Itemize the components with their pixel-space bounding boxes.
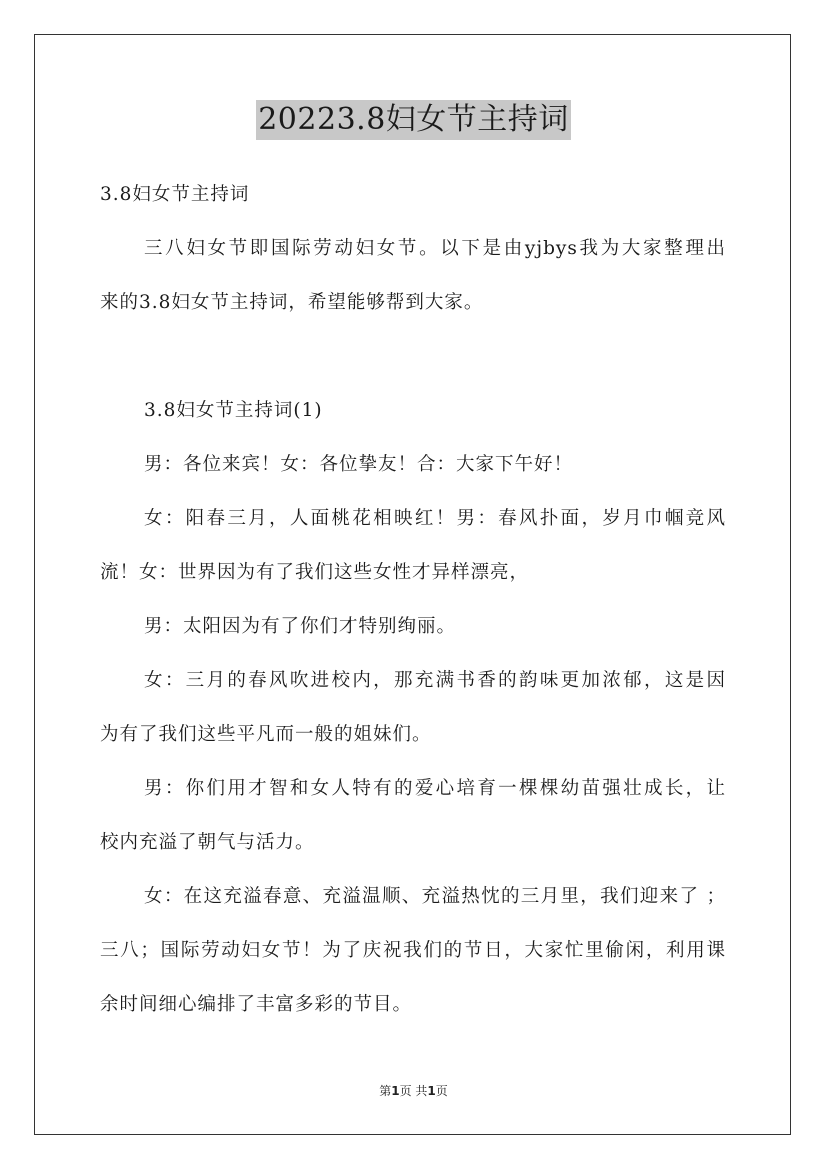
footer-prefix: 第 [379,1084,392,1098]
paragraph-line: 男：你们用才智和女人特有的爱心培育一棵棵幼苗强壮成长，让 [144,778,726,799]
footer-total-pages: 1 [427,1084,436,1098]
paragraph-line: 男：各位来宾！女：各位挚友！合：大家下午好！ [144,454,574,475]
footer-mid: 页 共 [399,1084,428,1098]
document-body [100,168,726,1032]
section-heading: 3.8妇女节主持词(1) [144,400,323,421]
paragraph-line: 男：太阳因为有了你们才特别绚丽。 [144,616,457,637]
page-footer [0,1082,827,1099]
document-title: 20223.8妇女节主持词 [256,100,571,140]
paragraph-line: 流！女：世界因为有了我们这些女性才异样漂亮， [100,562,530,583]
footer-page-number: 1 [391,1084,400,1098]
paragraph-line: 三八；国际劳动妇女节！为了庆祝我们的节日，大家忙里偷闲，利用课 [100,940,726,961]
title-container [0,100,827,140]
footer-suffix: 页 [435,1084,448,1098]
paragraph-line: 三八妇女节即国际劳动妇女节。以下是由yjbys我为大家整理出 [144,238,726,259]
paragraph-line: 余时间细心编排了丰富多彩的节目。 [100,994,413,1015]
heading-line: 3.8妇女节主持词 [100,184,250,205]
blank-line [100,330,726,384]
paragraph-line: 校内充溢了朝气与活力。 [100,832,315,853]
paragraph-line: 女：阳春三月，人面桃花相映红！男：春风扑面，岁月巾帼竞风 [144,508,726,529]
paragraph-line: 女：三月的春风吹进校内，那充满书香的韵味更加浓郁，这是因 [144,670,726,691]
paragraph-line: 女：在这充溢春意、充溢温顺、充溢热忱的三月里，我们迎来了 ； [144,886,726,907]
paragraph-line: 为有了我们这些平凡而一般的姐妹们。 [100,724,432,745]
paragraph-line: 来的3.8妇女节主持词，希望能够帮到大家。 [100,292,484,313]
